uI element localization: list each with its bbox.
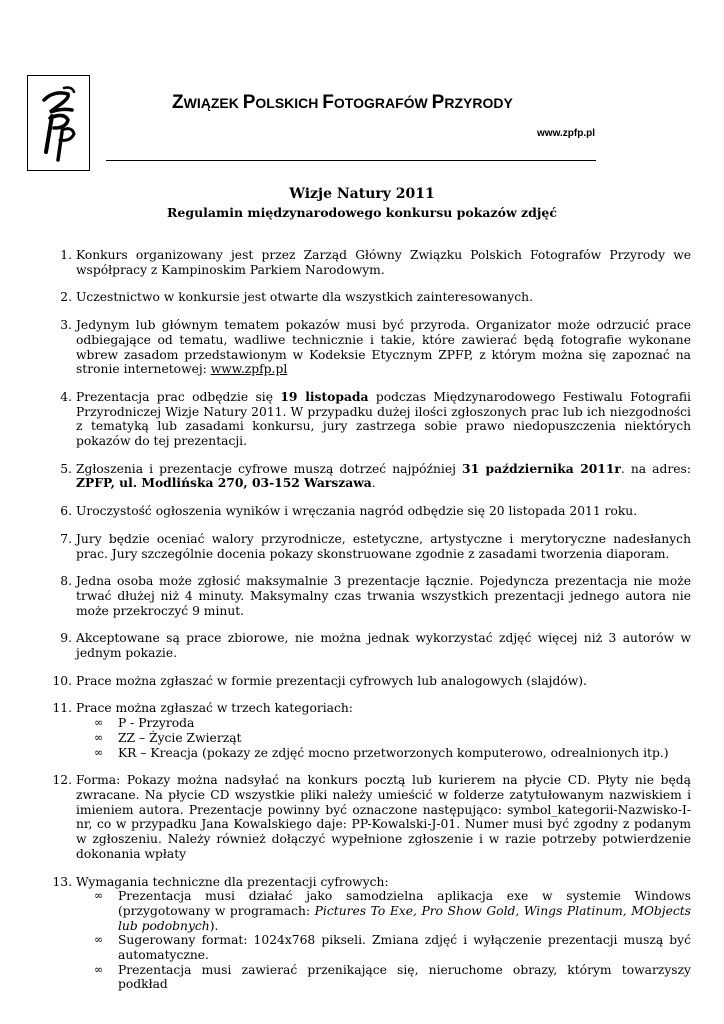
rule-item-4: 4. Prezentacja prac odbędzie się 19 listopada podczas Międzynarodowego Festiwalu Fotografii Przyrodniczej Wizje Natury 2011. W przypadku dużej ilości zgłoszonych prac lub ich niezgodności z tematyką lub zasadami konkursu, jury zastrzega sobie prawo niedopuszczenia niektórych pokazów do tej prezentacji.	[60, 388, 691, 449]
rule-item-11: 11. Prace można zgłaszać w trzech kategoriach: ∞ P - Przyroda ∞ ZZ – Życie Zwierząt ∞ KR – Kreacja (pokazy ze zdjęć mocno przetworzonych komputerowo, odrealnionych itp.)	[46, 701, 691, 760]
rule-item-12: 12. Forma: Pokazy można nadsyłać na konkurs pocztą lub kurierem na płycie CD. Płyty nie będą zwracane. Na płycie CD wszystkie pliki należy umieścić w folderze zatytułowanym nazwiskiem i imieniem autora. Prezentacje powinny być oznaczone następująco: symbol_kategorii-Nazwisko-I-nr, co w przypadku Jana Kowalskiego daje: PP-Kowalski-J-01. Numer musi być zgodny z podanym w zgłoszeniu. Należy również dołączyć wypełnione zgłoszenie i w razie potrzeby potwierdzenie dokonania wpłaty	[52, 773, 691, 861]
infinity-bullet-icon: ∞	[94, 745, 104, 759]
tech-requirement-item: ∞ Prezentacja musi działać jako samodzielna aplikacja exe w systemie Windows (przygotowany w programach: Pictures To Exe, Pro Show Gold, Wings Platinum, MObjects lub podobnych).	[94, 889, 691, 933]
infinity-bullet-icon: ∞	[94, 716, 104, 730]
category-item: ∞ P - Przyroda	[94, 716, 195, 731]
rule-item-7: 7. Jury będzie oceniać walory przyrodnicze, estetyczne, artystyczne i merytoryczne nadesłanych prac. Jury szczególnie docenia pokazy skonstruowane zgodnie z zasadami tworzenia diaporam.	[60, 531, 691, 561]
category-item: ∞ KR – Kreacja (pokazy ze zdjęć mocno przetworzonych komputerowo, odrealnionych itp.)	[94, 745, 669, 760]
header-divider	[106, 160, 596, 161]
rule-item-8: 8. Jedna osoba może zgłosić maksymalnie 3 prezentacje łącznie. Pojedyncza prezentacja nie może trwać dłużej niż 4 minuty. Maksymalny czas trwania wszystkich prezentacji jednego autora nie może przekroczyć 9 minut.	[60, 574, 691, 618]
rule-item-2: 2. Uczestnictwo w konkursie jest otwarte dla wszystkich zainteresowanych.	[60, 290, 533, 305]
zpfp-logo	[27, 75, 90, 171]
website-link[interactable]: www.zpfp.pl	[210, 362, 288, 377]
tech-requirement-item: ∞ Sugerowany format: 1024x768 pikseli. Zmiana zdjęć i wyłączenie prezentacji muszą być automatyczne.	[94, 933, 691, 963]
rules-list	[46, 248, 691, 1005]
rule-item-9: 9. Akceptowane są prace zbiorowe, nie można jednak wykorzystać zdjęć więcej niż 3 autorów w jednym pokazie.	[60, 631, 691, 661]
category-item: ∞ ZZ – Życie Zwierząt	[94, 730, 242, 745]
zpfp-monogram-icon	[28, 76, 88, 169]
rule-item-6: 6. Uroczystość ogłoszenia wyników i wręczania nagród odbędzie się 20 listopada 2011 roku.	[60, 504, 638, 519]
document-title: Wizje Natury 2011	[289, 186, 435, 202]
infinity-bullet-icon: ∞	[94, 730, 104, 744]
rule-item-10: 10. Prace można zgłaszać w formie prezentacji cyfrowych lub analogowych (slajdów).	[52, 673, 587, 688]
rule-item-1: 1. Konkurs organizowany jest przez Zarząd Główny Związku Polskich Fotografów Przyrody we współpracy z Kampinoskim Parkiem Narodowym.	[60, 248, 691, 277]
infinity-bullet-icon: ∞	[94, 933, 104, 947]
rule-item-5: 5. Zgłoszenia i prezentacje cyfrowe muszą dotrzeć najpóźniej 31 października 2011r. na adres: ZPFP, ul. Modlińska 270, 03-152 Warszawa.	[60, 460, 691, 491]
infinity-bullet-icon: ∞	[94, 962, 104, 976]
organization-name: ZWIĄZEK POLSKICH FOTOGRAFÓW PRZYRODY	[172, 92, 513, 113]
rule-item-3: 3. Jedynym lub głównym tematem pokazów musi być przyroda. Organizator może odrzucić prace odbiegające od tematu, wadliwe technicznie i takie, które zawierać będą fotografie wykonane wbrew zasadom przedstawionym w Kodeksie Etycznym ZPFP, z którym można się zapoznać na stronie internetowej: www.zpfp.pl	[60, 318, 691, 377]
document-subtitle: Regulamin międzynarodowego konkursu pokazów zdjęć	[166, 205, 557, 220]
rule-item-13: 13. Wymagania techniczne dla prezentacji cyfrowych: ∞ Prezentacja musi działać jako samodzielna aplikacja exe w systemie Windows (przygotowany w programach: Pictures To Exe, Pro Show Gold, Wings Platinum, MObjects lub podobnych). ∞ Sugerowany format: 1024x768 pikseli. Zmiana zdjęć i wyłączenie prezentacji muszą być automatyczne. ∞ Prezentacja musi zawierać przenikające się, nieruchome obrazy, którym towarzyszy podkład	[46, 875, 691, 993]
header-url: www.zpfp.pl	[537, 128, 595, 139]
tech-requirement-item: ∞ Prezentacja musi zawierać przenikające się, nieruchome obrazy, którym towarzyszy podkład	[94, 962, 691, 992]
infinity-bullet-icon: ∞	[94, 889, 104, 903]
